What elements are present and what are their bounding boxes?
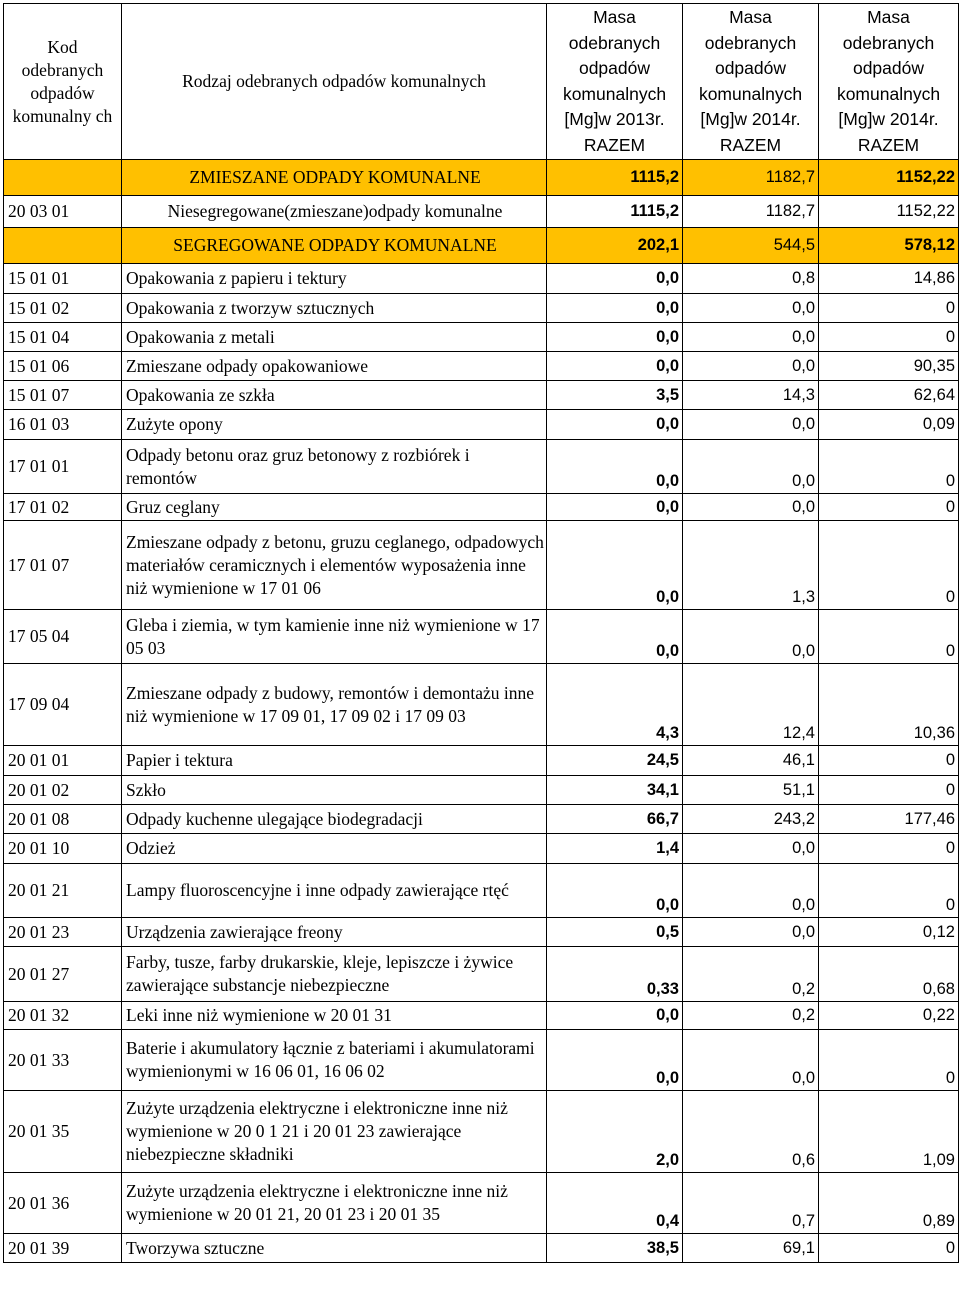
table-row [4,664,959,746]
mass-2014-a: 0,0 [683,1030,819,1091]
mass-2014-a: 14,3 [683,381,819,410]
mass-2014-a: 0,0 [683,864,819,918]
waste-code: 15 01 02 [4,294,122,323]
waste-code: 20 01 21 [4,864,122,918]
section-mixed-v3: 1152,22 [819,160,959,196]
waste-name: Gleba i ziemia, w tym kamienie inne niż wymienione w 17 05 03 [122,610,547,664]
table-row [4,440,959,494]
waste-name: Odzież [122,834,547,864]
mass-2013: 0,0 [547,1002,683,1030]
table-row [4,1030,959,1091]
section-segregated-name: SEGREGOWANE ODPADY KOMUNALNE [122,228,547,264]
table-row [4,521,959,610]
mass-2014-a: 0,0 [683,918,819,947]
section-mixed-v1: 1115,2 [547,160,683,196]
mass-2014-a: 0,0 [683,410,819,440]
mass-2014-b: 10,36 [819,664,959,746]
mass-2014-b: 0 [819,440,959,494]
mass-2014-b: 0 [819,746,959,776]
mass-2014-b: 0 [819,494,959,521]
mass-2014-a: 243,2 [683,805,819,834]
mass-2014-a: 0,0 [683,352,819,381]
table-row-mixed [4,196,959,228]
mass-2014-a: 0,0 [683,294,819,323]
mass-2013: 0,0 [547,352,683,381]
mass-2014-b: 0 [819,776,959,805]
table-row [4,1234,959,1263]
waste-code: 17 01 07 [4,521,122,610]
waste-code: 17 05 04 [4,610,122,664]
table-row [4,1173,959,1234]
waste-code: 20 01 08 [4,805,122,834]
mass-2013: 38,5 [547,1234,683,1263]
mass-2014-a: 46,1 [683,746,819,776]
header-type: Rodzaj odebranych odpadów komunalnych [122,4,547,160]
waste-name: Odpady kuchenne ulegające biodegradacji [122,805,547,834]
mass-2013: 0,4 [547,1173,683,1234]
mass-2014-a: 0,0 [683,610,819,664]
waste-code: 15 01 06 [4,352,122,381]
mass-2014-b: 1,09 [819,1091,959,1173]
waste-name: Urządzenia zawierające freony [122,918,547,947]
mixed-row-v1: 1115,2 [547,196,683,228]
waste-name: Leki inne niż wymienione w 20 01 31 [122,1002,547,1030]
table-row [4,294,959,323]
mass-2013: 24,5 [547,746,683,776]
mass-2013: 0,5 [547,918,683,947]
waste-code: 15 01 04 [4,323,122,352]
mass-2014-b: 0,89 [819,1173,959,1234]
mass-2014-a: 0,2 [683,1002,819,1030]
table-row [4,352,959,381]
mass-2013: 0,0 [547,610,683,664]
waste-name: Opakowania z tworzyw sztucznych [122,294,547,323]
table-row [4,494,959,521]
table-row [4,918,959,947]
table-row [4,410,959,440]
waste-code: 15 01 07 [4,381,122,410]
table-row [4,746,959,776]
mass-2013: 4,3 [547,664,683,746]
mass-2014-a: 12,4 [683,664,819,746]
table-row [4,947,959,1002]
waste-name: Zużyte urządzenia elektryczne i elektroniczne inne niż wymienione w 20 01 21, 20 01 23 i 20 01 35 [122,1173,547,1234]
header-mass-2013: Masa odebranych odpadów komunalnych [Mg]w 2013r. RAZEM [547,4,683,160]
waste-name: Odpady betonu oraz gruz betonowy z rozbiórek i remontów [122,440,547,494]
table-row [4,834,959,864]
mass-2014-b: 0 [819,1030,959,1091]
waste-code: 20 01 33 [4,1030,122,1091]
table-row [4,610,959,664]
header-code: Kod odebranych odpadów komunalny ch [4,4,122,160]
section-mixed-name: ZMIESZANE ODPADY KOMUNALNE [122,160,547,196]
waste-code: 20 01 27 [4,947,122,1002]
waste-name: Farby, tusze, farby drukarskie, kleje, lepiszcze i żywice zawierające substancje niebezpieczne [122,947,547,1002]
mass-2014-b: 62,64 [819,381,959,410]
section-mixed [4,160,959,196]
mass-2013: 0,0 [547,440,683,494]
waste-name: Zmieszane odpady opakowaniowe [122,352,547,381]
mass-2014-b: 0 [819,834,959,864]
table-row [4,1002,959,1030]
mass-2014-a: 51,1 [683,776,819,805]
waste-code: 20 01 02 [4,776,122,805]
mass-2014-b: 0 [819,864,959,918]
mass-2014-b: 0,09 [819,410,959,440]
waste-code: 20 01 36 [4,1173,122,1234]
mass-2013: 0,33 [547,947,683,1002]
waste-name: Zużyte urządzenia elektryczne i elektroniczne inne niż wymienione w 20 0 1 21 i 20 01 23 zawierające niebezpieczne składniki [122,1091,547,1173]
mixed-row-code: 20 03 01 [4,196,122,228]
waste-code: 20 01 35 [4,1091,122,1173]
waste-name: Opakowania z papieru i tektury [122,264,547,294]
mass-2014-b: 177,46 [819,805,959,834]
header-mass-2014-b: Masa odebranych odpadów komunalnych [Mg]w 2014r. RAZEM [819,4,959,160]
section-segregated-v2: 544,5 [683,228,819,264]
mass-2014-a: 0,8 [683,264,819,294]
mass-2014-a: 0,0 [683,323,819,352]
mass-2013: 0,0 [547,264,683,294]
waste-name: Tworzywa sztuczne [122,1234,547,1263]
table-row [4,323,959,352]
section-segregated-code [4,228,122,264]
waste-name: Papier i tektura [122,746,547,776]
mass-2014-b: 14,86 [819,264,959,294]
mass-2013: 66,7 [547,805,683,834]
waste-code: 20 01 39 [4,1234,122,1263]
section-segregated [4,228,959,264]
waste-name: Gruz ceglany [122,494,547,521]
waste-code: 17 01 02 [4,494,122,521]
table-row [4,1091,959,1173]
mass-2013: 34,1 [547,776,683,805]
mass-2013: 0,0 [547,494,683,521]
section-segregated-v1: 202,1 [547,228,683,264]
mixed-row-v3: 1152,22 [819,196,959,228]
section-mixed-code [4,160,122,196]
waste-name: Baterie i akumulatory łącznie z bateriami i akumulatorami wymienionymi w 16 06 01, 16 06 02 [122,1030,547,1091]
mass-2014-b: 0,22 [819,1002,959,1030]
mass-2013: 0,0 [547,323,683,352]
mass-2013: 2,0 [547,1091,683,1173]
mass-2014-b: 0 [819,294,959,323]
mass-2014-b: 0 [819,1234,959,1263]
mixed-row-v2: 1182,7 [683,196,819,228]
waste-code: 20 01 10 [4,834,122,864]
waste-name: Zużyte opony [122,410,547,440]
waste-name: Lampy fluoroscencyjne i inne odpady zawierające rtęć [122,864,547,918]
mass-2014-a: 0,6 [683,1091,819,1173]
mass-2014-a: 0,7 [683,1173,819,1234]
waste-name: Szkło [122,776,547,805]
waste-name: Zmieszane odpady z betonu, gruzu ceglanego, odpadowych materiałów ceramicznych i elementów wyposażenia inne niż wymienione w 17 01 06 [122,521,547,610]
waste-code: 20 01 32 [4,1002,122,1030]
table-row [4,864,959,918]
waste-code: 20 01 01 [4,746,122,776]
mass-2013: 3,5 [547,381,683,410]
section-segregated-v3: 578,12 [819,228,959,264]
mass-2014-a: 0,0 [683,834,819,864]
waste-table [3,3,959,1263]
waste-name: Opakowania ze szkła [122,381,547,410]
mass-2014-b: 0 [819,610,959,664]
waste-code: 15 01 01 [4,264,122,294]
mass-2013: 0,0 [547,1030,683,1091]
section-mixed-v2: 1182,7 [683,160,819,196]
mass-2014-b: 0,68 [819,947,959,1002]
header-row [4,4,959,160]
mass-2014-b: 0,12 [819,918,959,947]
table-row [4,381,959,410]
waste-code: 16 01 03 [4,410,122,440]
mass-2013: 1,4 [547,834,683,864]
waste-name: Opakowania z metali [122,323,547,352]
mass-2014-a: 0,0 [683,440,819,494]
header-mass-2014-a: Masa odebranych odpadów komunalnych [Mg]w 2014r. RAZEM [683,4,819,160]
mixed-row-name: Niesegregowane(zmieszane)odpady komunalne [122,196,547,228]
table-row [4,776,959,805]
mass-2013: 0,0 [547,410,683,440]
mass-2014-a: 0,0 [683,494,819,521]
mass-2014-a: 0,2 [683,947,819,1002]
mass-2014-a: 69,1 [683,1234,819,1263]
mass-2013: 0,0 [547,294,683,323]
mass-2014-b: 0 [819,521,959,610]
mass-2014-b: 90,35 [819,352,959,381]
waste-code: 17 09 04 [4,664,122,746]
table-row [4,805,959,834]
mass-2014-b: 0 [819,323,959,352]
table-row [4,264,959,294]
waste-code: 17 01 01 [4,440,122,494]
mass-2013: 0,0 [547,521,683,610]
waste-code: 20 01 23 [4,918,122,947]
waste-name: Zmieszane odpady z budowy, remontów i demontażu inne niż wymienione w 17 09 01, 17 09 02 i 17 09 03 [122,664,547,746]
mass-2013: 0,0 [547,864,683,918]
mass-2014-a: 1,3 [683,521,819,610]
